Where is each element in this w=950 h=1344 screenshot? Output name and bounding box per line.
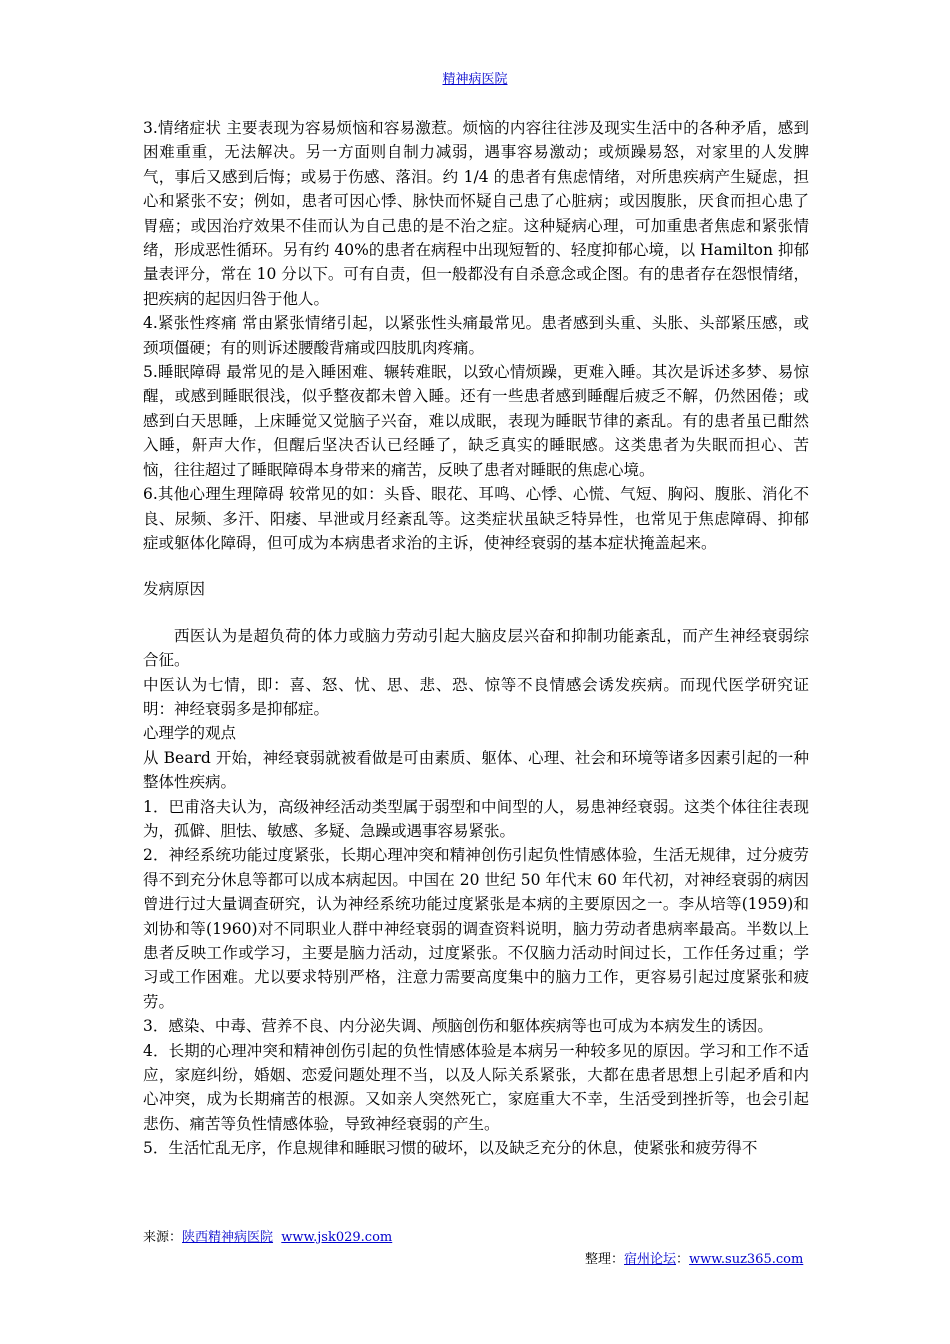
- paragraph-cause-2: 2．神经系统功能过度紧张，长期心理冲突和精神创伤引起负性情感体验，生活无规律，过分疲劳得不到充分休息等都可以成本病起因。中国在 20 世纪 50 年代末 60 年代初，对神经衰弱的病因曾进行过大量调查研究，认为神经系统功能过度紧张是本病的主要原因之一。李从培等(1959)和刘协和等(1960)对不同职业人群中神经衰弱的调查资料说明，脑力劳动者患病率最高。半数以上患者反映工作或学习，主要是脑力活动，过度紧张。不仅脑力活动时间过长，工作任务过重；学习或工作困难。尤以要求特别严格，注意力需要高度集中的脑力工作，更容易引起过度紧张和疲劳。: [143, 846, 809, 1011]
- paragraph-other-disorders: 6.其他心理生理障碍 较常见的如：头昏、眼花、耳鸣、心悸、心慌、气短、胸闷、腹胀、消化不良、尿频、多汗、阳痿、早泄或月经紊乱等。这类症状虽缺乏特异性，也常见于焦虑障碍、抑郁症或躯体化障碍，但可成为本病患者求治的主诉，使神经衰弱的基本症状掩盖起来。: [143, 485, 809, 552]
- paragraph-psychology-heading: 心理学的观点: [143, 724, 237, 743]
- credit-separator: ：: [676, 1252, 690, 1267]
- section-title-causes: 发病原因: [143, 580, 206, 599]
- paragraph-cause-4: 4．长期的心理冲突和精神创伤引起的负性情感体验是本病另一种较多见的原因。学习和工作不适应，家庭纠纷，婚姻、恋爱问题处理不当，以及人际关系紧张，大都在患者思想上引起矛盾和内心冲突，成为长期痛苦的根源。又如亲人突然死亡，家庭重大不幸，生活受到挫折等，也会引起悲伤、痛苦等负性情感体验，导致神经衰弱的产生。: [143, 1041, 809, 1133]
- credit-forum-link[interactable]: 宿州论坛: [624, 1252, 677, 1267]
- footer-source: [143, 1226, 392, 1245]
- paragraph-western-medicine: 西医认为是超负荷的体力或脑力劳动引起大脑皮层兴奋和抑制功能紊乱，而产生神经衰弱综合征。: [143, 626, 809, 670]
- credit-url-link[interactable]: www.suz365.com: [689, 1252, 804, 1267]
- paragraph-cause-5: 5．生活忙乱无序，作息规律和睡眠习惯的破坏，以及缺乏充分的休息，使紧张和疲劳得不: [143, 1139, 758, 1158]
- footer-credit: [585, 1248, 803, 1267]
- paragraph-sleep-disorder: 5.睡眠障碍 最常见的是入睡困难、辗转难眠，以致心情烦躁，更难入睡。其次是诉述多梦、易惊醒，或感到睡眠很浅，似乎整夜都未曾入睡。还有一些患者感到睡醒后疲乏不解，仍然困倦；或感到白天思睡，上床睡觉又觉脑子兴奋，难以成眠，表现为睡眠节律的紊乱。有的患者虽已酣然入睡，鼾声大作，但醒后坚决否认已经睡了，缺乏真实的睡眠感。这类患者为失眠而担心、苦恼，往往超过了睡眠障碍本身带来的痛苦，反映了患者对睡眠的焦虑心境。: [143, 363, 809, 479]
- source-hospital-link[interactable]: 陕西精神病医院: [182, 1230, 274, 1245]
- paragraph-tension-pain: 4.紧张性疼痛 常由紧张情绪引起，以紧张性头痛最常见。患者感到头重、头胀、头部紧压感，或颈项僵硬；有的则诉述腰酸背痛或四肢肌肉疼痛。: [143, 314, 809, 357]
- source-label: 来源：: [143, 1230, 183, 1245]
- paragraph-chinese-medicine: 中医认为七情，即：喜、怒、忧、思、悲、恐、惊等不良情感会诱发疾病。而现代医学研究证明：神经衰弱多是抑郁症。: [143, 675, 809, 718]
- paragraph-cause-1: 1．巴甫洛夫认为，高级神经活动类型属于弱型和中间型的人，易患神经衰弱。这类个体往往表现为，孤僻、胆怯、敏感、多疑、急躁或遇事容易紧张。: [143, 797, 809, 840]
- header-hospital-link[interactable]: 精神病医院: [442, 72, 508, 87]
- credit-label: 整理：: [585, 1252, 625, 1267]
- paragraph-beard: 从 Beard 开始，神经衰弱就被看做是可由素质、躯体、心理、社会和环境等诸多因素引起的一种整体性疾病。: [143, 748, 809, 792]
- paragraph-emotional-symptoms: 3.情绪症状 主要表现为容易烦恼和容易激惹。烦恼的内容往往涉及现实生活中的各种矛盾，感到困难重重，无法解决。另一方面则自制力减弱，遇事容易激动；或烦躁易怒，对家里的人发脾气，事后又感到后悔；或易于伤感、落泪。约 1/4 的患者有焦虑情绪，对所患疾病产生疑虑，担心和紧张不安；例如，患者可因心悸、脉快而怀疑自己患了心脏病；或因腹胀，厌食而担心患了胃癌；或因治疗效果不佳而认为自己患的是不治之症。这种疑病心理，可加重患者焦虑和紧张情绪，形成恶性循环。另有约 40%的患者在病程中出现短暂的、轻度抑郁心境，以 Hamilton 抑郁量表评分，常在 10 分以下。可有自责，但一般都没有自杀意念或企图。有的患者存在怨恨情绪，把疾病的起因归咎于他人。: [143, 119, 809, 308]
- paragraph-cause-3: 3．感染、中毒、营养不良、内分泌失调、颅脑创伤和躯体疾病等也可成为本病发生的诱因。: [143, 1017, 773, 1036]
- article-body: [143, 116, 809, 1161]
- source-url-link[interactable]: www.jsk029.com: [281, 1230, 393, 1245]
